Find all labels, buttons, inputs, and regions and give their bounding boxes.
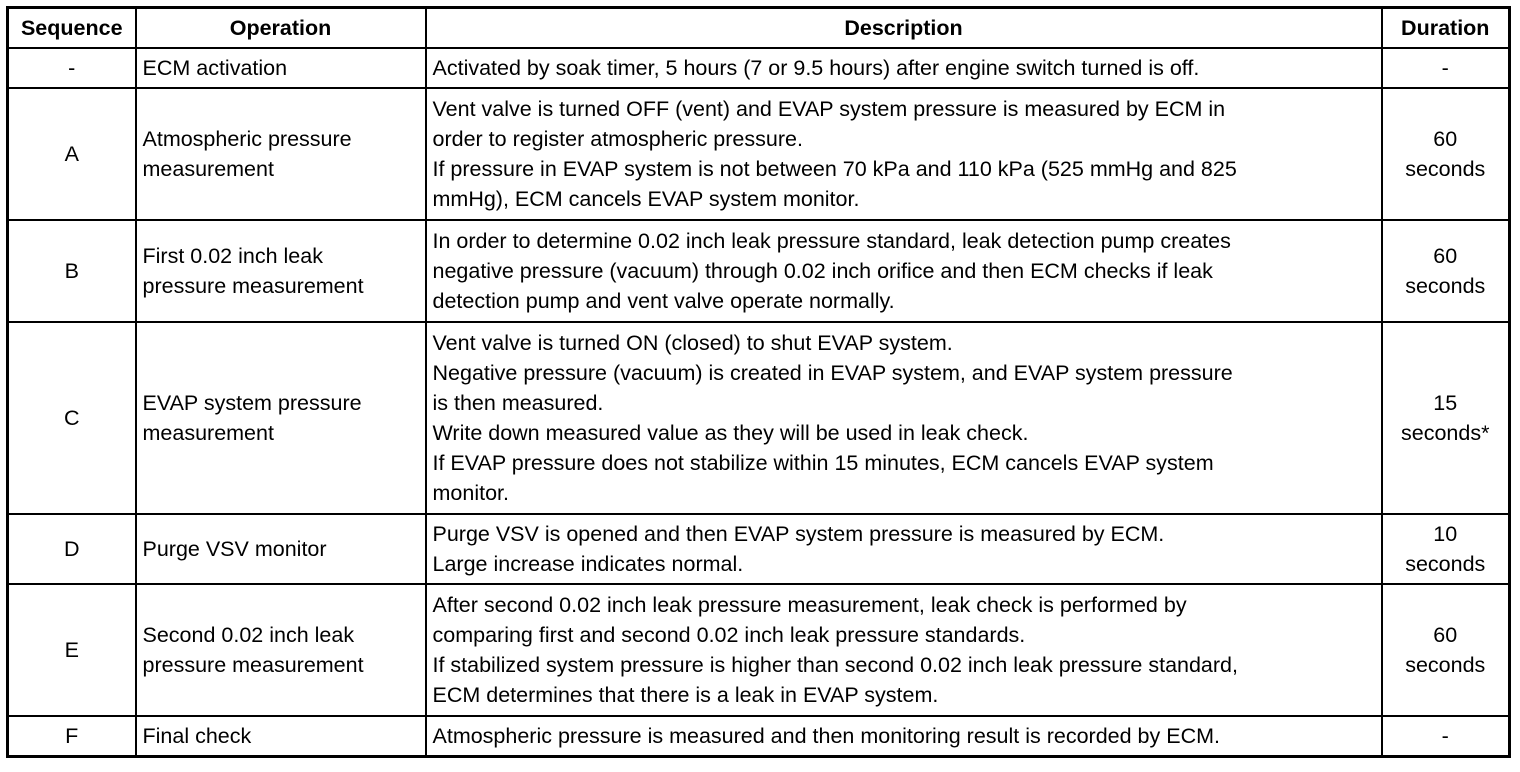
- operation-cell: Final check: [136, 716, 426, 757]
- table-row: [8, 716, 1510, 757]
- header-description: Description: [426, 8, 1382, 49]
- duration-cell: -: [1382, 716, 1510, 757]
- operation-cell: Purge VSV monitor: [136, 514, 426, 584]
- description-cell: In order to determine 0.02 inch leak pressure standard, leak detection pump creates negative pressure (vacuum) through 0.02 inch orifice and then ECM checks if leak detection pump and vent valve operate normally.: [426, 220, 1382, 322]
- operation-cell: ECM activation: [136, 48, 426, 88]
- table-row: [8, 514, 1510, 584]
- sequence-cell: F: [8, 716, 136, 757]
- description-cell: Atmospheric pressure is measured and then monitoring result is recorded by ECM.: [426, 716, 1382, 757]
- sequence-cell: B: [8, 220, 136, 322]
- sequence-cell: A: [8, 88, 136, 220]
- document-page: [6, 6, 1511, 758]
- duration-cell: -: [1382, 48, 1510, 88]
- sequence-cell: C: [8, 322, 136, 514]
- sequence-cell: -: [8, 48, 136, 88]
- table-row: [8, 322, 1510, 514]
- table-row: [8, 584, 1510, 716]
- description-cell: Vent valve is turned ON (closed) to shut EVAP system. Negative pressure (vacuum) is created in EVAP system, and EVAP system pressure is then measured. Write down measured value as they will be used in leak check. If EVAP pressure does not stabilize within 15 minutes, ECM cancels EVAP system monitor.: [426, 322, 1382, 514]
- evap-monitor-sequence-table: [6, 6, 1511, 758]
- table-row: [8, 220, 1510, 322]
- description-cell: Activated by soak timer, 5 hours (7 or 9.5 hours) after engine switch turned is off.: [426, 48, 1382, 88]
- operation-cell: Atmospheric pressure measurement: [136, 88, 426, 220]
- sequence-cell: E: [8, 584, 136, 716]
- operation-cell: EVAP system pressure measurement: [136, 322, 426, 514]
- operation-cell: First 0.02 inch leak pressure measurement: [136, 220, 426, 322]
- table-header-row: [8, 8, 1510, 49]
- header-duration: Duration: [1382, 8, 1510, 49]
- table-row: [8, 88, 1510, 220]
- header-sequence: Sequence: [8, 8, 136, 49]
- duration-cell: 60 seconds: [1382, 584, 1510, 716]
- operation-cell: Second 0.02 inch leak pressure measurement: [136, 584, 426, 716]
- sequence-cell: D: [8, 514, 136, 584]
- duration-cell: 60 seconds: [1382, 88, 1510, 220]
- description-cell: After second 0.02 inch leak pressure measurement, leak check is performed by comparing first and second 0.02 inch leak pressure standards. If stabilized system pressure is higher than second 0.02 inch leak pressure standard, ECM determines that there is a leak in EVAP system.: [426, 584, 1382, 716]
- header-operation: Operation: [136, 8, 426, 49]
- duration-cell: 15 seconds*: [1382, 322, 1510, 514]
- duration-cell: 10 seconds: [1382, 514, 1510, 584]
- table-row: [8, 48, 1510, 88]
- description-cell: Vent valve is turned OFF (vent) and EVAP system pressure is measured by ECM in order to register atmospheric pressure. If pressure in EVAP system is not between 70 kPa and 110 kPa (525 mmHg and 825 mmHg), ECM cancels EVAP system monitor.: [426, 88, 1382, 220]
- description-cell: Purge VSV is opened and then EVAP system pressure is measured by ECM. Large increase indicates normal.: [426, 514, 1382, 584]
- duration-cell: 60 seconds: [1382, 220, 1510, 322]
